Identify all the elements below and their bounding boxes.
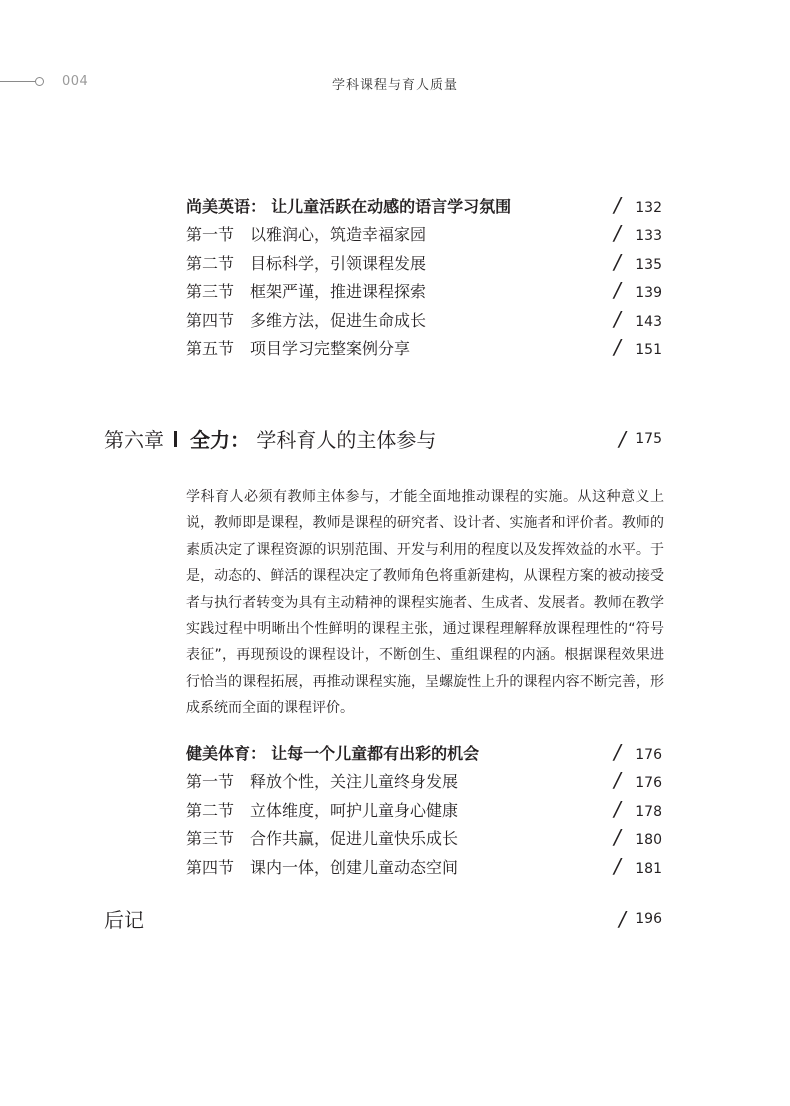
toc-entry-english[interactable] <box>0 195 790 219</box>
toc-entry-label: 尚美英语： <box>186 197 267 216</box>
section-number: 第二节 <box>186 801 235 820</box>
page-separator: / <box>614 250 621 274</box>
chapter-number: 第六章 <box>104 428 164 452</box>
toc-page-number: 151 <box>635 342 662 358</box>
toc-chapter-6[interactable] <box>0 426 790 456</box>
toc-page-number: 143 <box>635 314 662 330</box>
toc-page-number: 196 <box>635 911 662 927</box>
page-separator: / <box>614 193 621 217</box>
page-separator: / <box>614 307 621 331</box>
section-title: 框架严谨，推进课程探索 <box>250 282 427 301</box>
page-separator: / <box>614 740 621 764</box>
page-separator: / <box>614 221 621 245</box>
toc-section-entry[interactable] <box>0 827 790 851</box>
page-separator: / <box>614 854 621 878</box>
toc-section-entry[interactable] <box>0 799 790 823</box>
toc-section-text <box>186 799 458 823</box>
toc-entry-pe[interactable] <box>0 742 790 766</box>
toc-section-text <box>186 856 458 880</box>
section-number: 第五节 <box>186 339 235 358</box>
section-number: 第四节 <box>186 858 235 877</box>
toc-page-number: 180 <box>635 832 662 848</box>
section-title: 多维方法，促进生命成长 <box>250 311 427 330</box>
chapter-summary-paragraph: 学科育人必须有教师主体参与，才能全面地推动课程的实施。从这种意义上说，教师即是课程，教师是课程的研究者、设计者、实施者和评价者。教师的素质决定了课程资源的识别范围、开发与利用的程度以及发挥效益的水平。于是，动态的、鲜活的课程决定了教师角色将重新建构，从课程方案的被动接受者与执行者转变为具有主动精神的课程实施者、生成者、发展者。教师在教学实践过程中明晰出个性鲜明的课程主张，通过课程理解释放课程理性的“符号表征”，再现预设的课程设计，不断创生、重组课程的内涵。根据课程效果进行恰当的课程拓展，再推动课程实施，呈螺旋性上升的课程内容不断完善，形成系统而全面的课程评价。 <box>186 489 664 717</box>
toc-section-text <box>186 223 426 247</box>
toc-section-entry[interactable] <box>0 223 790 247</box>
section-number: 第一节 <box>186 225 235 244</box>
section-title: 目标科学，引领课程发展 <box>250 254 427 273</box>
toc-section-entry[interactable] <box>0 770 790 794</box>
toc-section-text <box>186 337 410 361</box>
chapter-divider-bar <box>174 431 177 447</box>
toc-section-text <box>186 770 458 794</box>
toc-page-number: 181 <box>635 861 662 877</box>
page-separator: / <box>614 825 621 849</box>
page-separator: / <box>619 427 626 451</box>
toc-entry-subtitle: 让每一个儿童都有出彩的机会 <box>271 744 480 763</box>
toc-section-text <box>186 280 426 304</box>
toc-page-number: 175 <box>635 431 662 447</box>
page-separator: / <box>614 278 621 302</box>
toc-section-entry[interactable] <box>0 337 790 361</box>
page-number: 004 <box>62 74 89 89</box>
toc-section-text <box>186 252 426 276</box>
toc-page-number: 176 <box>635 775 662 791</box>
chapter-title <box>190 426 436 454</box>
chapter-title-label: 全力： <box>190 428 250 452</box>
section-number: 第四节 <box>186 311 235 330</box>
section-title: 立体维度，呵护儿童身心健康 <box>250 801 459 820</box>
toc-section-entry[interactable] <box>0 280 790 304</box>
section-title: 合作共赢，促进儿童快乐成长 <box>250 829 459 848</box>
toc-entry-label: 健美体育： <box>186 744 267 763</box>
toc-page-number: 178 <box>635 804 662 820</box>
toc-page-number: 176 <box>635 747 662 763</box>
toc-section-entry[interactable] <box>0 309 790 333</box>
page-separator: / <box>619 907 626 931</box>
toc-page-number: 132 <box>635 200 662 216</box>
toc-page-number: 135 <box>635 257 662 273</box>
toc-page-number: 139 <box>635 285 662 301</box>
toc-page-number: 133 <box>635 228 662 244</box>
section-title: 释放个性，关注儿童终身发展 <box>250 772 459 791</box>
running-header-title: 学科课程与育人质量 <box>331 78 458 93</box>
page-separator: / <box>614 768 621 792</box>
page-separator: / <box>614 797 621 821</box>
section-title: 以雅润心，筑造幸福家园 <box>250 225 427 244</box>
section-number: 第三节 <box>186 282 235 301</box>
toc-section-entry[interactable] <box>0 856 790 880</box>
toc-section-entry[interactable] <box>0 252 790 276</box>
toc-entry-title <box>186 195 511 219</box>
section-title: 项目学习完整案例分享 <box>250 339 411 358</box>
section-number: 第一节 <box>186 772 235 791</box>
section-number: 第二节 <box>186 254 235 273</box>
chapter-title-rest: 学科育人的主体参与 <box>256 428 437 452</box>
toc-section-text <box>186 309 426 333</box>
page-separator: / <box>614 335 621 359</box>
toc-section-text <box>186 827 458 851</box>
toc-entry-title <box>186 742 479 766</box>
section-title: 课内一体，创建儿童动态空间 <box>250 858 459 877</box>
section-number: 第三节 <box>186 829 235 848</box>
afterword-title: 后记 <box>104 908 144 932</box>
toc-entry-subtitle: 让儿童活跃在动感的语言学习氛围 <box>271 197 512 216</box>
toc-afterword[interactable] <box>0 906 790 936</box>
